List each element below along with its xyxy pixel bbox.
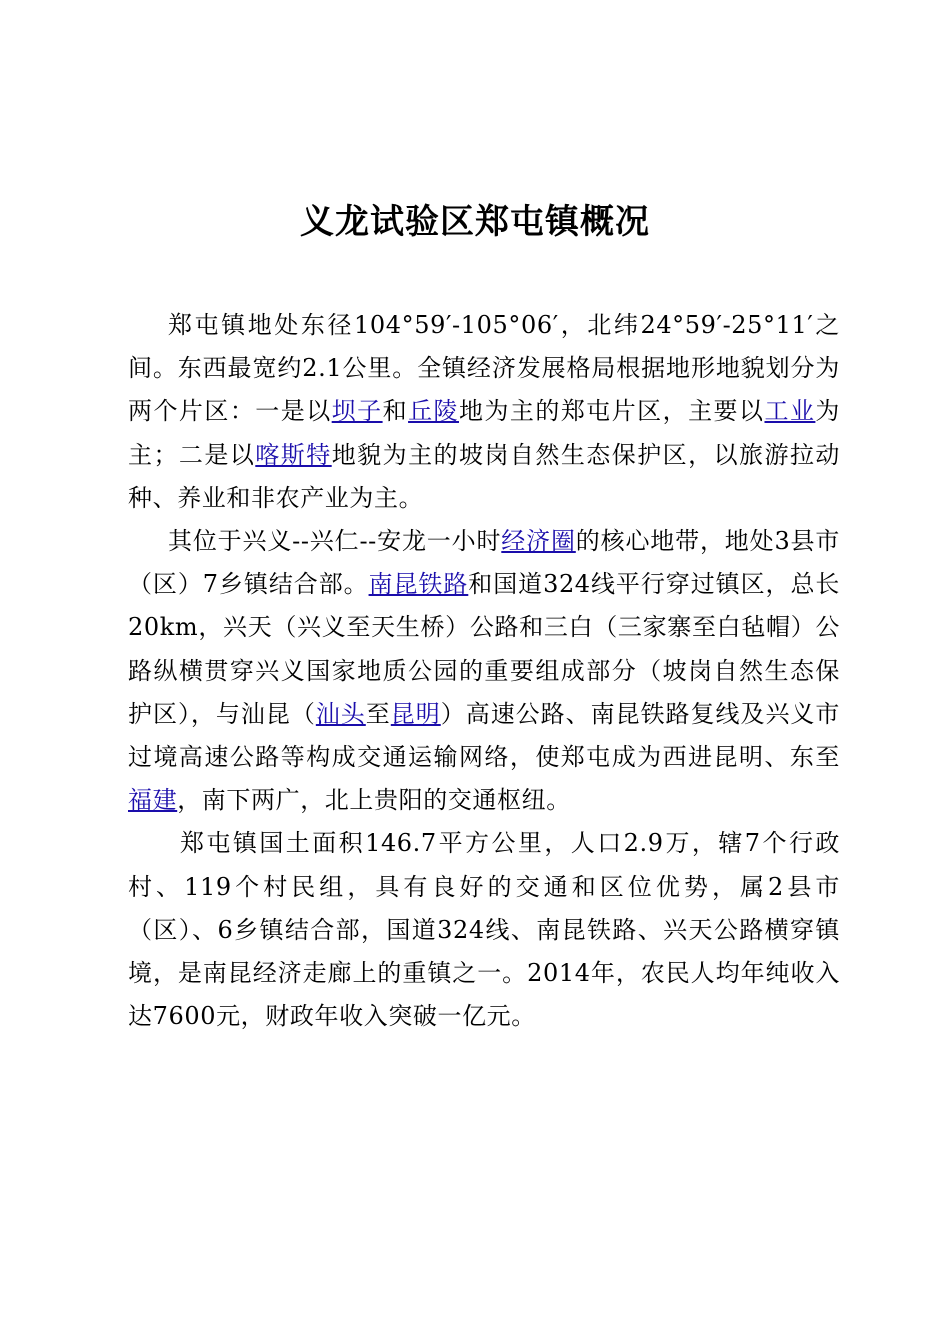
paragraph-text: 郑屯镇国土面积146.7平方公里，人口2.9万，辖7个行政村、119个村民组，具有良好的交通和区位优势，属2县市（区）、6乡镇结合部，国道324线、南昆铁路、兴天公路横穿镇境，是南昆经济走廊上的重镇之一。2014年，农民人均年纯收入达7600元，财政年收入突破一亿元。	[128, 829, 840, 1031]
link-kasite[interactable]: 喀斯特	[255, 440, 332, 469]
document-body	[128, 304, 840, 1038]
paragraph-text: ）高速公路、南昆铁路复线及兴义市过境高速公路等构成交通运输网络，使郑屯成为西进昆明、东至	[128, 699, 841, 772]
paragraph-text: 和	[382, 397, 409, 426]
paragraph-text: 地为主的郑屯片区，主要以	[458, 397, 765, 426]
paragraph-text: 郑屯镇地处东径104°59′-105°06′，北纬24°59′-25°11′之间。东西最宽约2.1公里。全镇经济发展格局根据地形地貌划分为两个片区：一是以	[128, 311, 840, 426]
paragraph-text: 和国道324线平行穿过镇区，总长20km，兴天（兴义至天生桥）公路和三白（三家寨至白毡帽）公路纵横贯穿兴义国家地质公园的重要组成部分（坡岗自然生态保护区），与汕昆（	[128, 570, 840, 728]
link-jingjiquan[interactable]: 经济圈	[501, 527, 576, 556]
document-title: 义龙试验区郑屯镇概况	[300, 202, 650, 242]
link-shantou[interactable]: 汕头	[315, 699, 366, 728]
paragraph-text: 为主；二是以	[128, 397, 841, 469]
paragraph-text: 其位于兴义--兴仁--安龙一小时	[168, 527, 502, 556]
paragraph-location	[128, 304, 840, 520]
link-bazi[interactable]: 坝子	[331, 397, 383, 426]
link-qiuling[interactable]: 丘陵	[408, 397, 459, 426]
paragraph-text: 的核心地带，地处3县市（区）7乡镇结合部。	[128, 527, 840, 599]
paragraph-text: ，南下两广，北上贵阳的交通枢纽。	[177, 786, 571, 815]
link-fujian[interactable]: 福建	[128, 786, 178, 815]
paragraph-statistics	[128, 822, 840, 1038]
link-kunming[interactable]: 昆明	[390, 699, 441, 728]
link-gongye[interactable]: 工业	[764, 397, 816, 426]
paragraph-transport	[128, 520, 840, 822]
link-nankun-tielu[interactable]: 南昆铁路	[368, 570, 469, 599]
paragraph-text: 地貌为主的坡岗自然生态保护区，以旅游拉动种、养业和非农产业为主。	[128, 440, 841, 512]
paragraph-text: 至	[365, 699, 391, 728]
